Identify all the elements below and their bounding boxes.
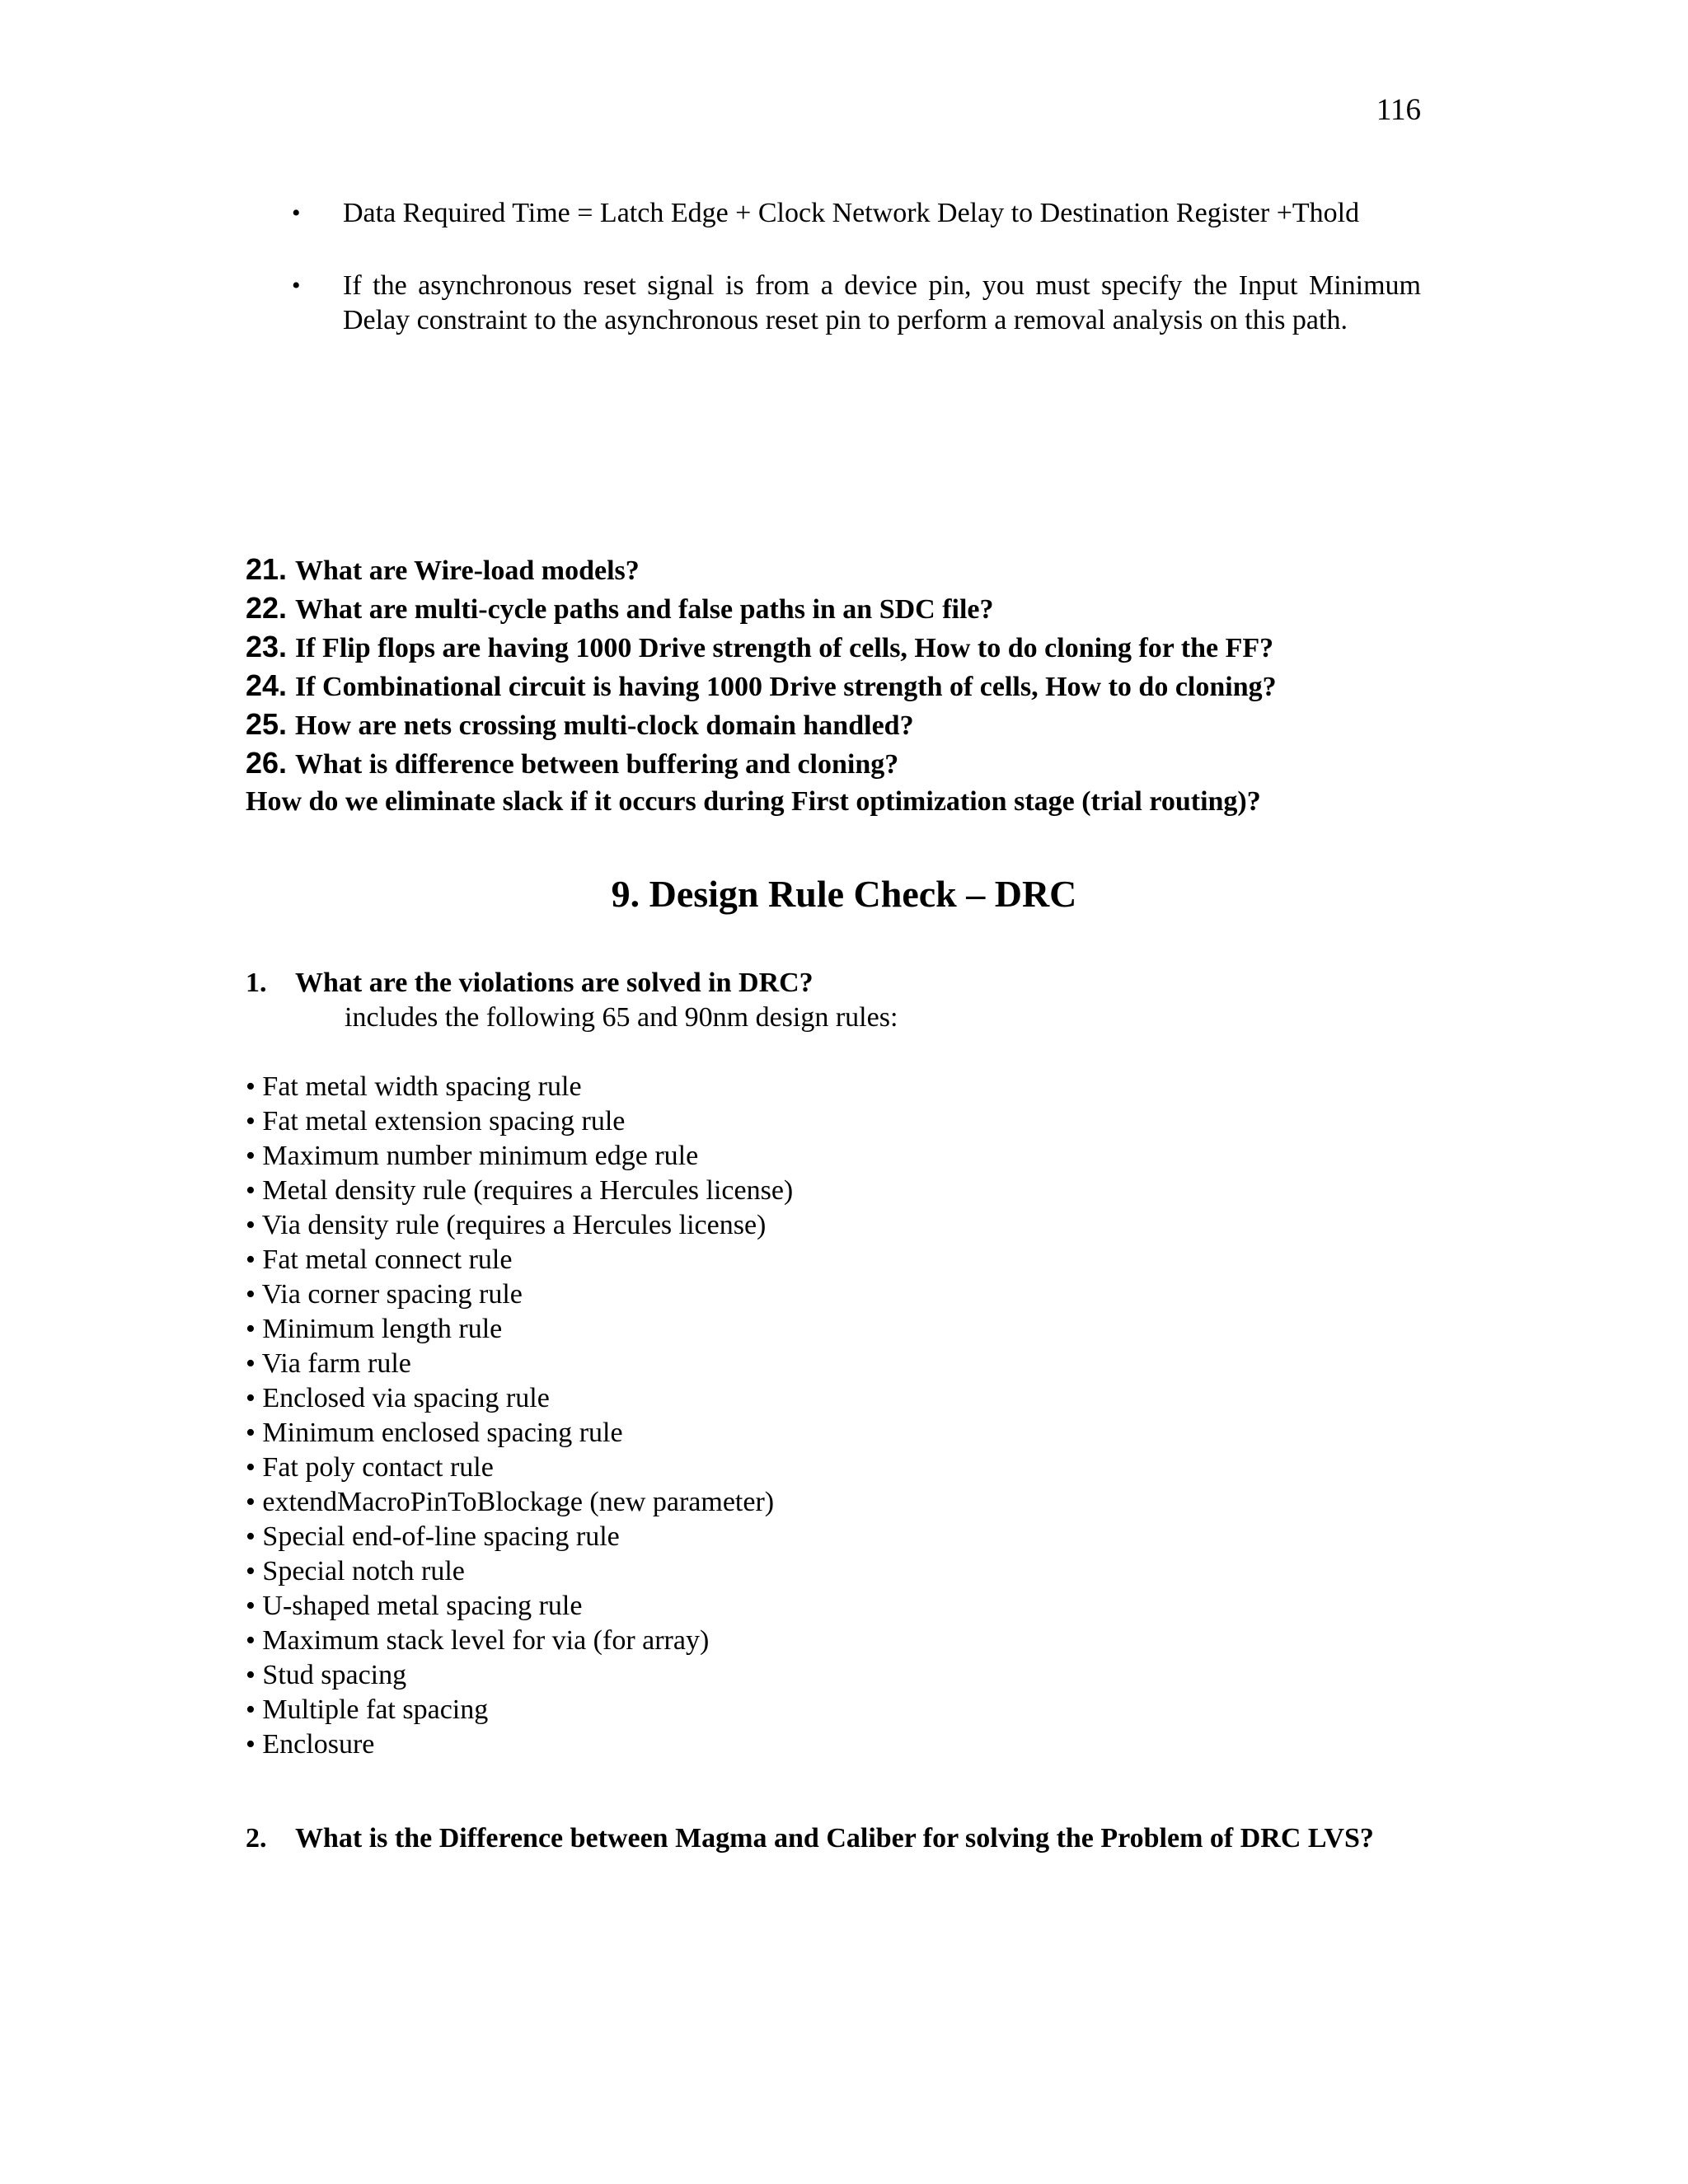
page-number: 116 [1376, 93, 1421, 127]
design-rule-item: • extendMacroPinToBlockage (new parameter) [246, 1487, 775, 1517]
question-2 [246, 1821, 1424, 1856]
design-rule-item: • Stud spacing [246, 1660, 407, 1690]
question-1 [246, 966, 1424, 1035]
question-number: 25. [246, 707, 288, 741]
bullet-item [292, 196, 1421, 231]
question-1-title [246, 966, 1424, 1001]
design-rule-item: • Fat poly contact rule [246, 1452, 494, 1483]
question-text: If Flip flops are having 1000 Drive strength of cells, How to do cloning for the FF? [295, 633, 1274, 663]
design-rule-item: • Enclosed via spacing rule [246, 1383, 550, 1413]
question-item [246, 628, 1482, 667]
design-rule-item: • Metal density rule (requires a Hercules license) [246, 1175, 794, 1206]
bullet-text: Data Required Time = Latch Edge + Clock Network Delay to Destination Register +Thold [343, 198, 1360, 228]
bullet-dot-icon: • [292, 199, 301, 227]
question-item [246, 667, 1482, 705]
question-text: What are Wire-load models? [295, 555, 640, 586]
question-text: If Combinational circuit is having 1000 Drive strength of cells, How to do cloning? [295, 672, 1277, 702]
top-bullet-list [292, 196, 1421, 376]
design-rule-item: • Fat metal extension spacing rule [246, 1106, 626, 1137]
question-list [246, 551, 1482, 820]
question-item [246, 744, 1482, 783]
bullet-dot-icon: • [292, 272, 301, 299]
design-rule-item: • Fat metal width spacing rule [246, 1071, 582, 1102]
design-rule-item: • Maximum number minimum edge rule [246, 1141, 699, 1171]
design-rule-item: • Via density rule (requires a Hercules license) [246, 1210, 767, 1240]
question-item [246, 551, 1482, 589]
design-rule-item: • U-shaped metal spacing rule [246, 1591, 583, 1621]
design-rule-list [246, 1070, 793, 1762]
question-2-number: 2. [246, 1823, 267, 1854]
question-item [246, 783, 1482, 820]
bullet-text: If the asynchronous reset signal is from a device pin, you must specify the Input Minimum Delay constraint to the asynchronous reset pin to perform a removal analysis on this path. [343, 270, 1421, 335]
design-rule-item: • Minimum length rule [246, 1314, 503, 1344]
question-item [246, 705, 1482, 744]
bullet-item [292, 269, 1421, 338]
question-text: What is difference between buffering and cloning? [295, 749, 899, 780]
design-rule-item: • Maximum stack level for via (for array) [246, 1625, 710, 1656]
question-1-number: 1. [246, 968, 267, 998]
design-rule-item: • Special end-of-line spacing rule [246, 1521, 620, 1552]
design-rule-item: • Via farm rule [246, 1348, 411, 1379]
question-number: 26. [246, 746, 288, 780]
design-rule-item: • Enclosure [246, 1729, 375, 1760]
question-1-text: What are the violations are solved in DRC? [295, 968, 814, 998]
question-number: 24. [246, 668, 288, 702]
question-text: How are nets crossing multi-clock domain handled? [295, 710, 914, 741]
question-text: What are multi-cycle paths and false paths in an SDC file? [295, 594, 994, 625]
design-rule-item: • Multiple fat spacing [246, 1694, 489, 1725]
design-rule-item: • Fat metal connect rule [246, 1244, 513, 1275]
question-number: 22. [246, 591, 288, 625]
design-rule-item: • Minimum enclosed spacing rule [246, 1418, 623, 1448]
design-rule-item: • Special notch rule [246, 1556, 465, 1586]
question-number: 23. [246, 630, 288, 663]
question-text: How do we eliminate slack if it occurs during First optimization stage (trial routing)? [246, 786, 1261, 817]
question-item [246, 589, 1482, 628]
section-title: 9. Design Rule Check – DRC [611, 873, 1077, 915]
question-2-text: What is the Difference between Magma and Caliber for solving the Problem of DRC LVS? [295, 1823, 1374, 1854]
question-number: 21. [246, 552, 288, 586]
question-1-subtitle: includes the following 65 and 90nm design rules: [345, 1002, 898, 1033]
design-rule-item: • Via corner spacing rule [246, 1279, 523, 1310]
